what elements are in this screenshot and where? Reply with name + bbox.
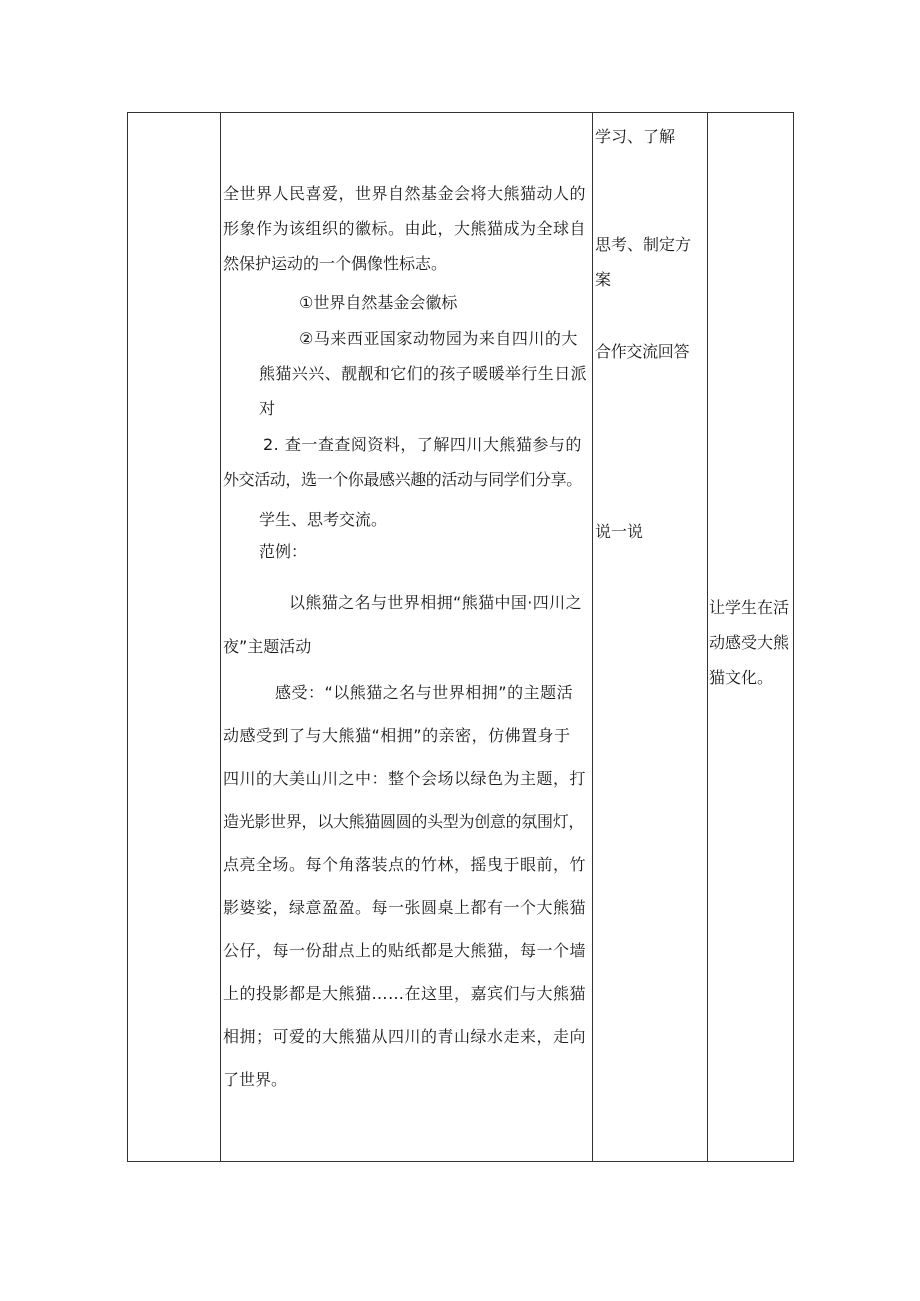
- lesson-table: [127, 112, 794, 1162]
- feeling-line: 感受：“以熊猫之名与世界相拥”的主题活: [275, 683, 574, 702]
- task-line: 2. 查一查查阅资料，了解四川大熊猫参与的: [263, 435, 582, 454]
- feeling-line: 点亮全场。每个角落装点的竹林，摇曳于眼前，竹: [223, 855, 587, 874]
- student-action: 学生、思考交流。: [259, 510, 388, 529]
- feeling-line: 上的投影都是大熊猫……在这里，嘉宾们与大熊猫: [223, 984, 587, 1003]
- design-intent: 让学生在活: [709, 598, 790, 617]
- content-line: 形象作为该组织的徽标。由此，大熊猫成为全球自: [223, 219, 587, 238]
- column-divider: [592, 113, 593, 1161]
- feeling-line: 影婆娑，绿意盈盈。每一张圆桌上都有一个大熊猫: [223, 898, 587, 917]
- feeling-line: 四川的大美山川之中：整个会场以绿色为主题，打: [223, 769, 587, 788]
- column-divider: [220, 113, 221, 1161]
- feeling-line: 了世界。: [223, 1070, 288, 1089]
- task-line: 外交活动，选一个你最感兴趣的活动与同学们分享。: [223, 470, 582, 489]
- design-intent: 猫文化。: [709, 668, 774, 687]
- design-intent: 动感受大熊: [709, 633, 790, 652]
- content-line: 全世界人民喜爱，世界自然基金会将大熊猫动人的: [223, 184, 587, 203]
- list-item: ②马来西亚国家动物园为来自四川的大: [299, 329, 578, 348]
- content-line: 熊猫兴兴、靓靓和它们的孩子暖暖举行生日派: [259, 364, 588, 383]
- content-line: 然保护运动的一个偶像性标志。: [223, 254, 448, 273]
- list-item: ①世界自然基金会徽标: [299, 293, 458, 312]
- example-title: 夜”主题活动: [223, 637, 312, 656]
- activity-say: 说一说: [595, 522, 644, 541]
- feeling-line: 公仔，每一份甜点上的贴纸都是大熊猫，每一个墙: [223, 941, 587, 960]
- activity-cooperate: 合作交流回答: [595, 342, 690, 361]
- activity-study: 学习、了解: [595, 127, 676, 146]
- feeling-line: 动感受到了与大熊猫“相拥”的亲密，仿佛置身于: [223, 726, 571, 745]
- feeling-line: 相拥；可爱的大熊猫从四川的青山绿水走来，走向: [223, 1027, 587, 1046]
- example-title: 以熊猫之名与世界相拥“熊猫中国·四川之: [289, 593, 582, 612]
- column-divider: [707, 113, 708, 1161]
- example-label: 范例：: [259, 542, 308, 561]
- feeling-line: 造光影世界，以大熊猫圆圆的头型为创意的氛围灯，: [223, 812, 585, 831]
- activity-think: 思考、制定方: [595, 235, 692, 254]
- content-line: 对: [259, 399, 276, 418]
- activity-think: 案: [595, 270, 612, 289]
